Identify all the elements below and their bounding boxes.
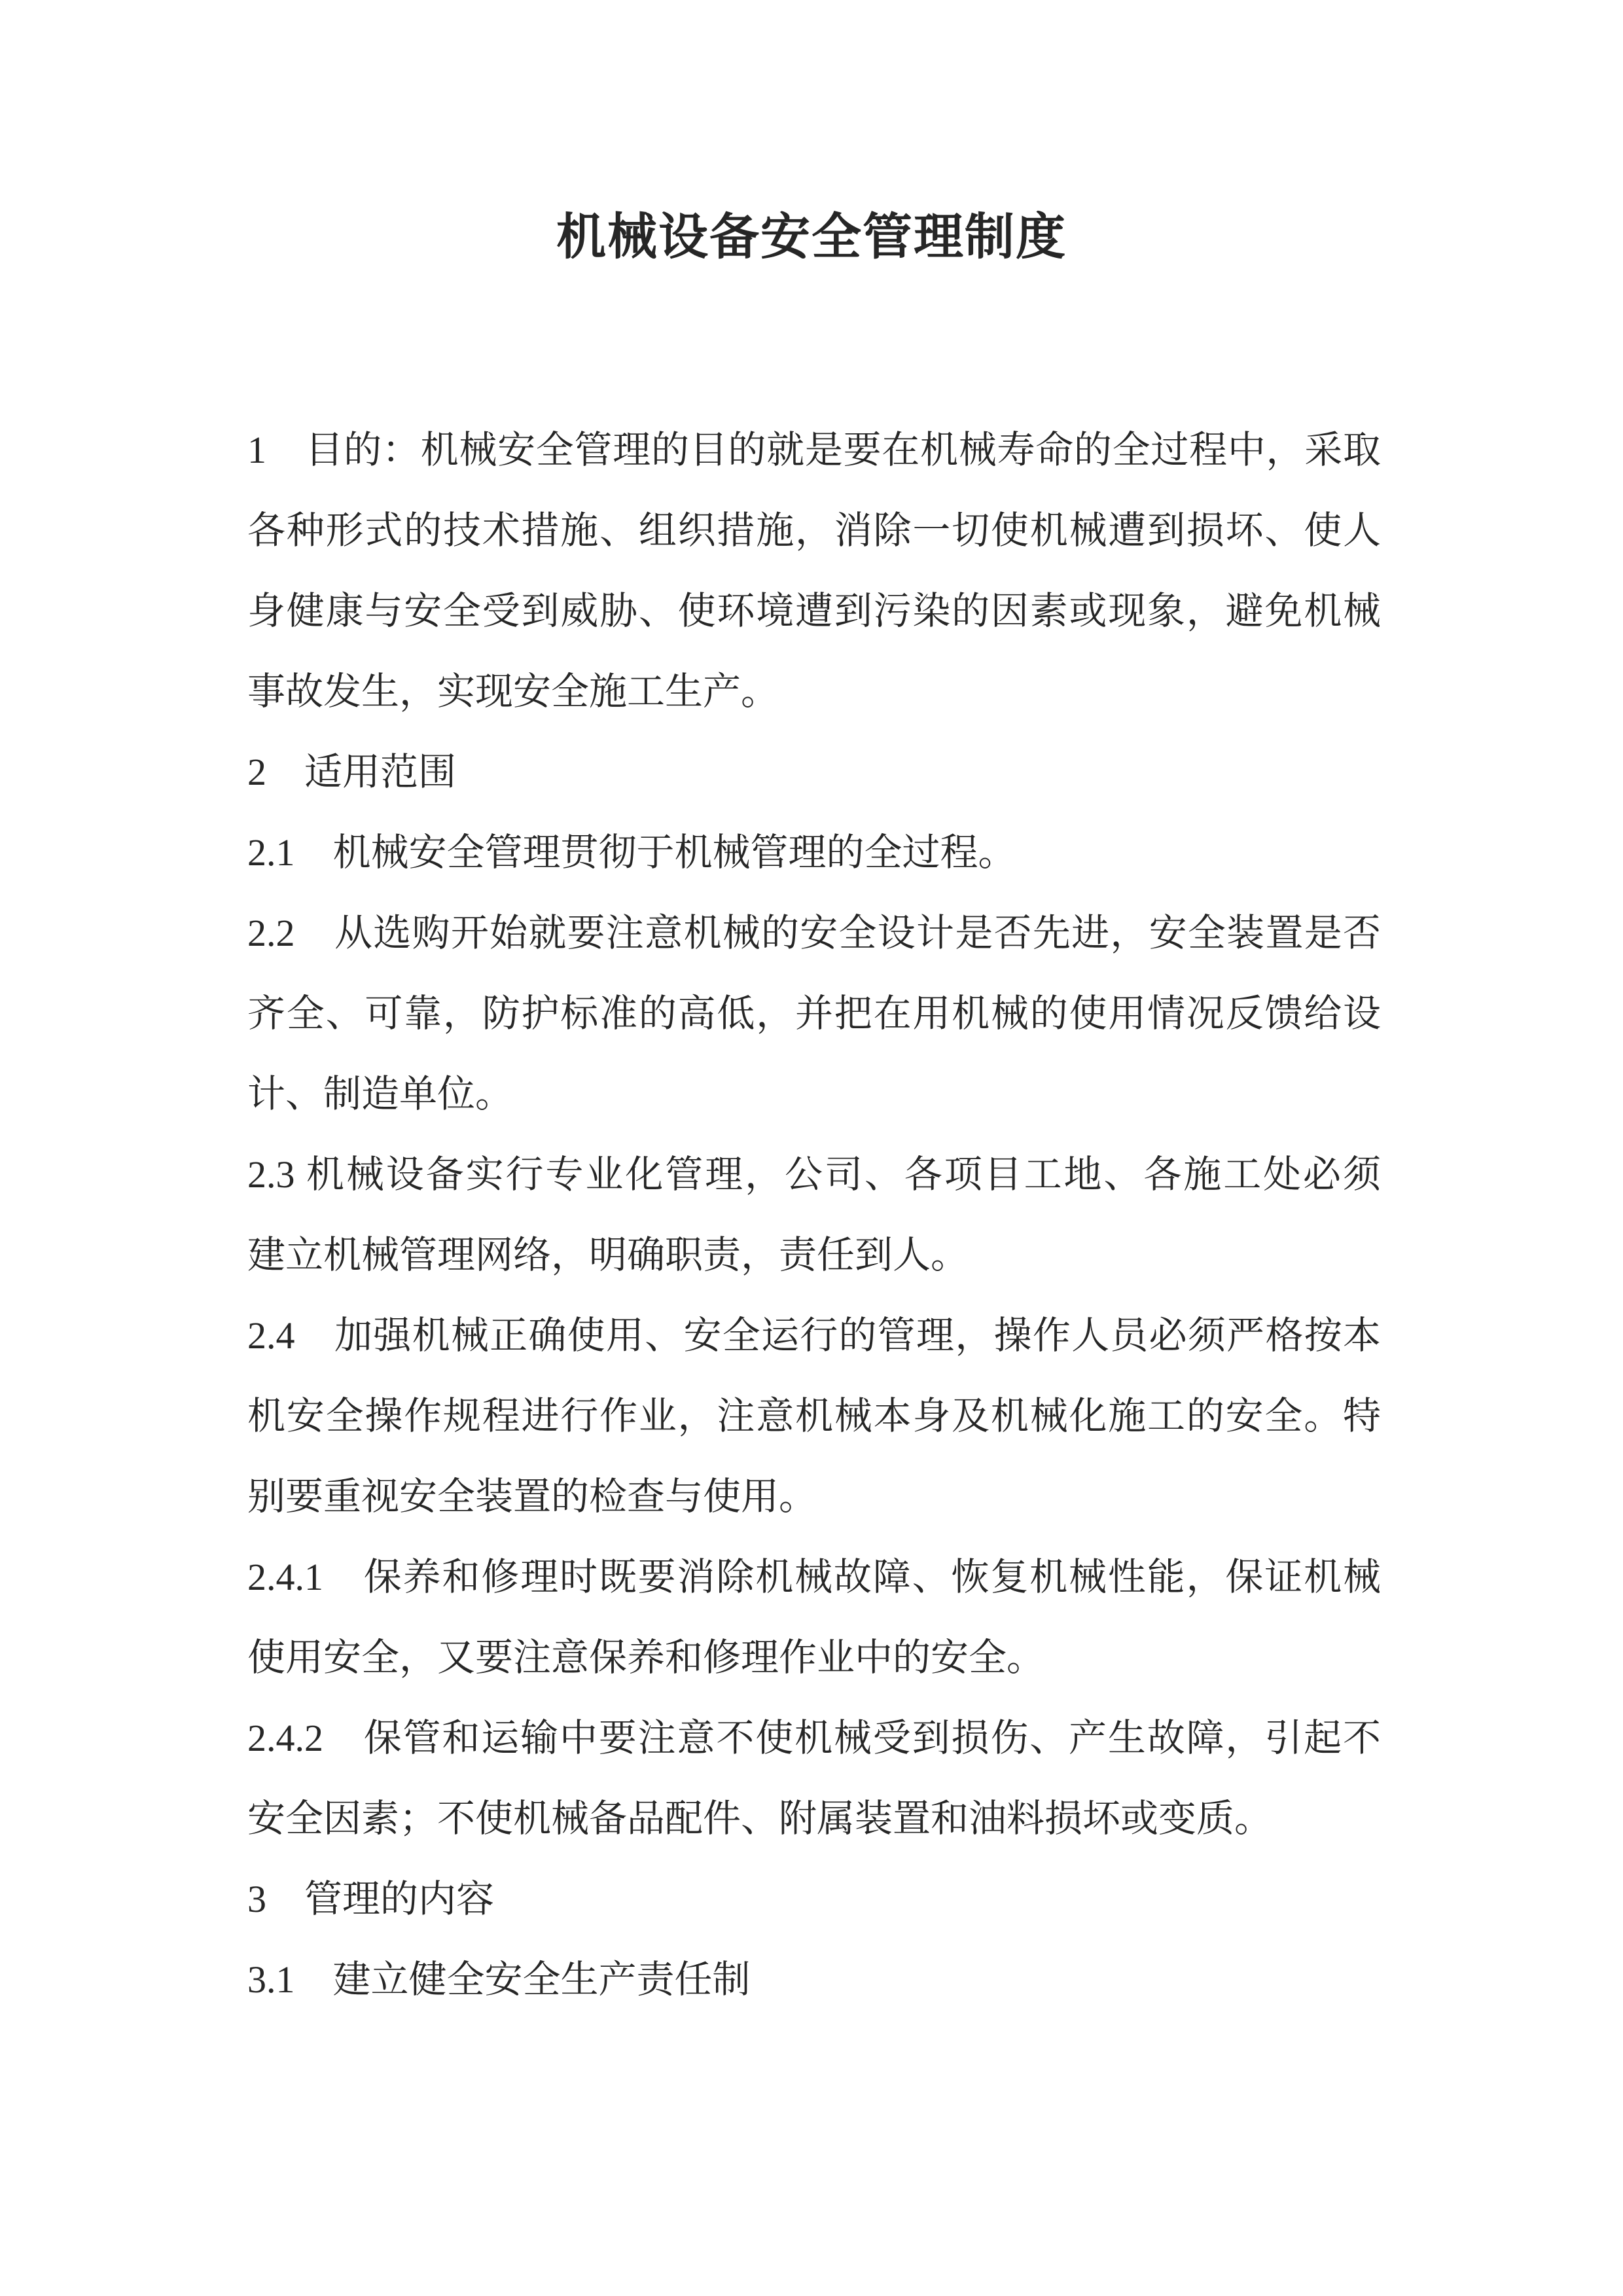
text-line: 计、制造单位。 (247, 1073, 514, 1115)
text-line: 使用安全，又要注意保养和修理作业中的安全。 (247, 1636, 1045, 1679)
text-line: 2.1 机械安全管理贯彻于机械管理的全过程。 (247, 831, 1016, 874)
text-line: 2 适用范围 (247, 751, 457, 793)
text-line: 身健康与安全受到威胁、使环境遭到污染的因素或现象，避免机械 (247, 590, 1381, 632)
text-line: 建立机械管理网络，明确职责，责任到人。 (247, 1234, 969, 1276)
text-line: 3.1 建立健全安全生产责任制 (247, 1958, 751, 2001)
text-line: 安全因素；不使机械备品配件、附属装置和油料损坏或变质。 (247, 1797, 1273, 1840)
text-line: 3 管理的内容 (247, 1878, 495, 1920)
text-line: 别要重视安全装置的检查与使用。 (247, 1475, 817, 1518)
document-title: 机械设备安全管理制度 (556, 210, 1067, 265)
text-line: 1 目的：机械安全管理的目的就是要在机械寿命的全过程中，采取 (247, 429, 1381, 471)
text-line: 2.2 从选购开始就要注意机械的安全设计是否先进，安全装置是否 (247, 912, 1381, 954)
text-line: 齐全、可靠，防护标准的高低，并把在用机械的使用情况反馈给设 (247, 992, 1381, 1035)
text-line: 事故发生，实现安全施工生产。 (247, 670, 779, 713)
text-line: 2.4 加强机械正确使用、安全运行的管理，操作人员必须严格按本 (247, 1314, 1381, 1357)
text-line: 2.4.1 保养和修理时既要消除机械故障、恢复机械性能，保证机械 (247, 1556, 1381, 1598)
text-line: 2.3 机械设备实行专业化管理，公司、各项目工地、各施工处必须 (247, 1153, 1381, 1196)
text-line: 2.4.2 保管和运输中要注意不使机械受到损伤、产生故障，引起不 (247, 1717, 1381, 1759)
text-line: 各种形式的技术措施、组织措施，消除一切使机械遭到损坏、使人 (247, 509, 1381, 552)
document-body (247, 410, 1381, 2020)
text-line: 机安全操作规程进行作业，注意机械本身及机械化施工的安全。特 (247, 1395, 1381, 1437)
